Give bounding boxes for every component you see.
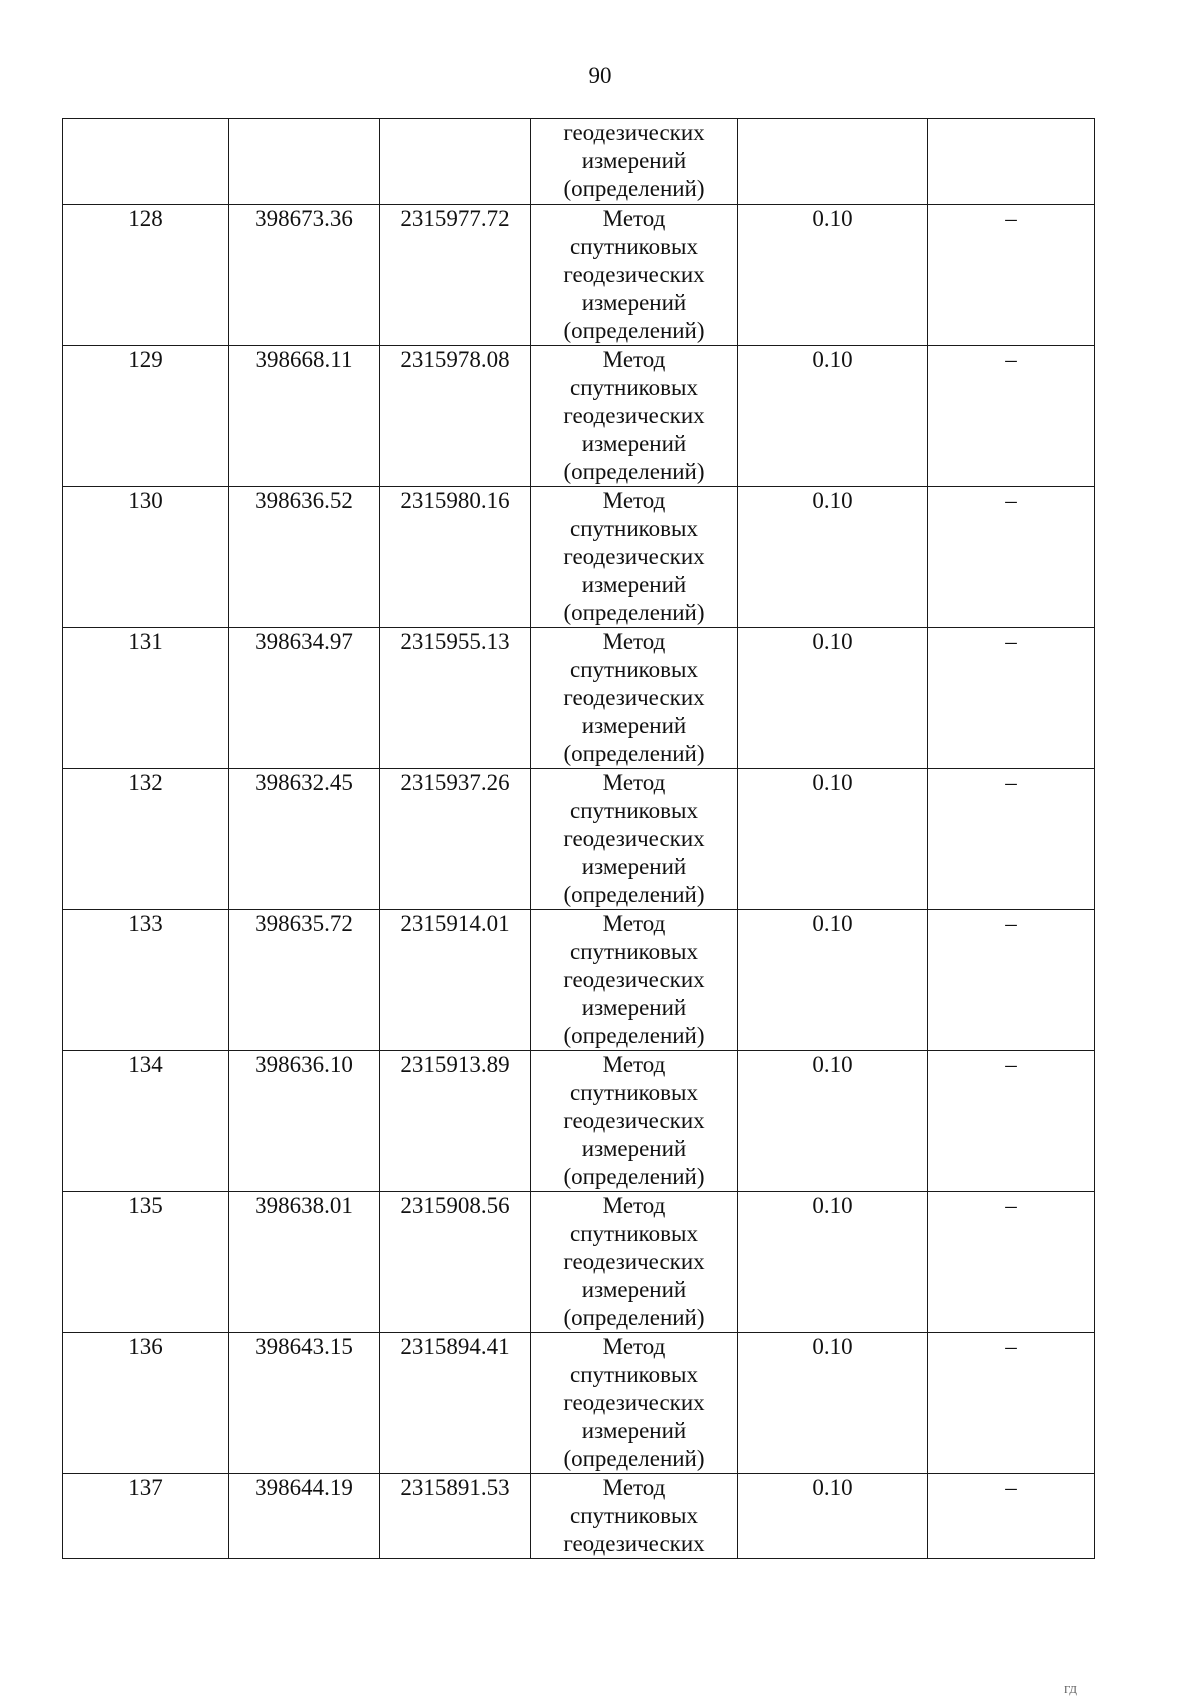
method-line: Метод <box>602 1193 666 1218</box>
method-line: (определений) <box>563 741 705 766</box>
method-cell <box>531 628 738 769</box>
method-line: (определений) <box>563 1305 705 1330</box>
method-line: спутниковых <box>569 1503 698 1528</box>
method-line: спутниковых <box>569 1362 698 1387</box>
y-coordinate-cell: 2315913.89 <box>380 1051 531 1192</box>
method-line: спутниковых <box>569 516 698 541</box>
method-line: измерений <box>581 1418 687 1443</box>
note-cell: – <box>928 769 1095 910</box>
method-line: Метод <box>602 1334 666 1359</box>
point-id-cell: 133 <box>63 910 229 1051</box>
note-cell: – <box>928 1192 1095 1333</box>
x-coordinate-cell: 398636.10 <box>229 1051 380 1192</box>
accuracy-cell: 0.10 <box>738 1051 928 1192</box>
x-coordinate-cell: 398632.45 <box>229 769 380 910</box>
x-coordinate-cell: 398635.72 <box>229 910 380 1051</box>
method-cell <box>531 1333 738 1474</box>
point-id-cell: 136 <box>63 1333 229 1474</box>
method-line: (определений) <box>563 1023 705 1048</box>
point-id-cell: 134 <box>63 1051 229 1192</box>
method-line: спутниковых <box>569 1080 698 1105</box>
table-row <box>63 346 1095 487</box>
method-line: измерений <box>581 572 687 597</box>
method-line: спутниковых <box>569 1221 698 1246</box>
method-line: (определений) <box>563 1446 705 1471</box>
table-row <box>63 1474 1095 1559</box>
method-line: спутниковых <box>569 375 698 400</box>
method-line: геодезических <box>563 1531 705 1556</box>
point-id-cell: 128 <box>63 205 229 346</box>
method-line: спутниковых <box>569 798 698 823</box>
accuracy-cell: 0.10 <box>738 487 928 628</box>
x-coordinate-cell: 398636.52 <box>229 487 380 628</box>
y-coordinate-cell: 2315914.01 <box>380 910 531 1051</box>
table-row <box>63 205 1095 346</box>
y-coordinate-cell: 2315977.72 <box>380 205 531 346</box>
method-cell <box>531 346 738 487</box>
method-line: спутниковых <box>569 657 698 682</box>
note-cell: – <box>928 910 1095 1051</box>
method-line: геодезических <box>563 262 705 287</box>
method-line: Метод <box>602 347 666 372</box>
accuracy-cell: 0.10 <box>738 1474 928 1559</box>
method-line: измерений <box>581 290 687 315</box>
method-line: геодезических <box>563 1249 705 1274</box>
y-coordinate-cell: 2315978.08 <box>380 346 531 487</box>
point-id-cell: 130 <box>63 487 229 628</box>
method-cell <box>531 769 738 910</box>
table-row-continuation <box>63 119 1095 205</box>
accuracy-cell: 0.10 <box>738 1333 928 1474</box>
method-line: геодезических <box>563 826 705 851</box>
y-coordinate-cell: 2315894.41 <box>380 1333 531 1474</box>
method-line: (определений) <box>563 459 705 484</box>
x-coordinate-cell: 398668.11 <box>229 346 380 487</box>
method-line: (определений) <box>563 1164 705 1189</box>
method-line: измерений <box>581 1277 687 1302</box>
method-line: Метод <box>602 629 666 654</box>
accuracy-cell: 0.10 <box>738 346 928 487</box>
method-line: Метод <box>602 1475 666 1500</box>
method-line: Метод <box>602 1052 666 1077</box>
method-line: Метод <box>602 770 666 795</box>
table-row <box>63 910 1095 1051</box>
point-id-cell: 137 <box>63 1474 229 1559</box>
note-cell: – <box>928 628 1095 769</box>
table-row <box>63 1333 1095 1474</box>
y-coordinate-cell: 2315891.53 <box>380 1474 531 1559</box>
method-cell <box>531 1051 738 1192</box>
point-id-cell <box>63 119 229 205</box>
x-coordinate-cell: 398638.01 <box>229 1192 380 1333</box>
note-cell: – <box>928 346 1095 487</box>
point-id-cell: 135 <box>63 1192 229 1333</box>
corner-mark: ГД <box>1064 1684 1077 1696</box>
x-coordinate-cell: 398673.36 <box>229 205 380 346</box>
y-coordinate-cell <box>380 119 531 205</box>
method-cell <box>531 205 738 346</box>
y-coordinate-cell: 2315980.16 <box>380 487 531 628</box>
method-cell <box>531 119 738 205</box>
table-row <box>63 1192 1095 1333</box>
method-line: измерений <box>581 431 687 456</box>
x-coordinate-cell: 398643.15 <box>229 1333 380 1474</box>
x-coordinate-cell: 398644.19 <box>229 1474 380 1559</box>
accuracy-cell <box>738 119 928 205</box>
method-line: геодезических <box>563 967 705 992</box>
method-line: измерений <box>581 854 687 879</box>
table-row <box>63 1051 1095 1192</box>
point-id-cell: 129 <box>63 346 229 487</box>
method-line: спутниковых <box>569 939 698 964</box>
method-line: спутниковых <box>569 234 698 259</box>
method-line: геодезических <box>563 685 705 710</box>
point-id-cell: 131 <box>63 628 229 769</box>
note-cell: – <box>928 1051 1095 1192</box>
note-cell: – <box>928 205 1095 346</box>
method-line: геодезических <box>563 120 705 145</box>
method-line: измерений <box>581 148 687 173</box>
y-coordinate-cell: 2315955.13 <box>380 628 531 769</box>
y-coordinate-cell: 2315937.26 <box>380 769 531 910</box>
method-line: измерений <box>581 713 687 738</box>
method-line: (определений) <box>563 600 705 625</box>
note-cell: – <box>928 1474 1095 1559</box>
method-line: измерений <box>581 995 687 1020</box>
accuracy-cell: 0.10 <box>738 910 928 1051</box>
method-line: Метод <box>602 206 666 231</box>
page-number: 90 <box>588 63 612 88</box>
method-line: геодезических <box>563 1108 705 1133</box>
point-id-cell: 132 <box>63 769 229 910</box>
method-line: (определений) <box>563 318 705 343</box>
method-cell <box>531 910 738 1051</box>
method-cell <box>531 1192 738 1333</box>
accuracy-cell: 0.10 <box>738 1192 928 1333</box>
table-row <box>63 487 1095 628</box>
method-cell <box>531 487 738 628</box>
method-line: измерений <box>581 1136 687 1161</box>
accuracy-cell: 0.10 <box>738 628 928 769</box>
method-line: Метод <box>602 911 666 936</box>
table-row <box>63 769 1095 910</box>
note-cell <box>928 119 1095 205</box>
method-cell <box>531 1474 738 1559</box>
x-coordinate-cell <box>229 119 380 205</box>
method-line: (определений) <box>563 882 705 907</box>
y-coordinate-cell: 2315908.56 <box>380 1192 531 1333</box>
note-cell: – <box>928 1333 1095 1474</box>
method-line: геодезических <box>563 403 705 428</box>
method-line: геодезических <box>563 544 705 569</box>
method-line: геодезических <box>563 1390 705 1415</box>
x-coordinate-cell: 398634.97 <box>229 628 380 769</box>
accuracy-cell: 0.10 <box>738 205 928 346</box>
note-cell: – <box>928 487 1095 628</box>
coordinates-table <box>62 118 1095 1559</box>
table-row <box>63 628 1095 769</box>
accuracy-cell: 0.10 <box>738 769 928 910</box>
method-line: Метод <box>602 488 666 513</box>
method-line: (определений) <box>563 176 705 201</box>
